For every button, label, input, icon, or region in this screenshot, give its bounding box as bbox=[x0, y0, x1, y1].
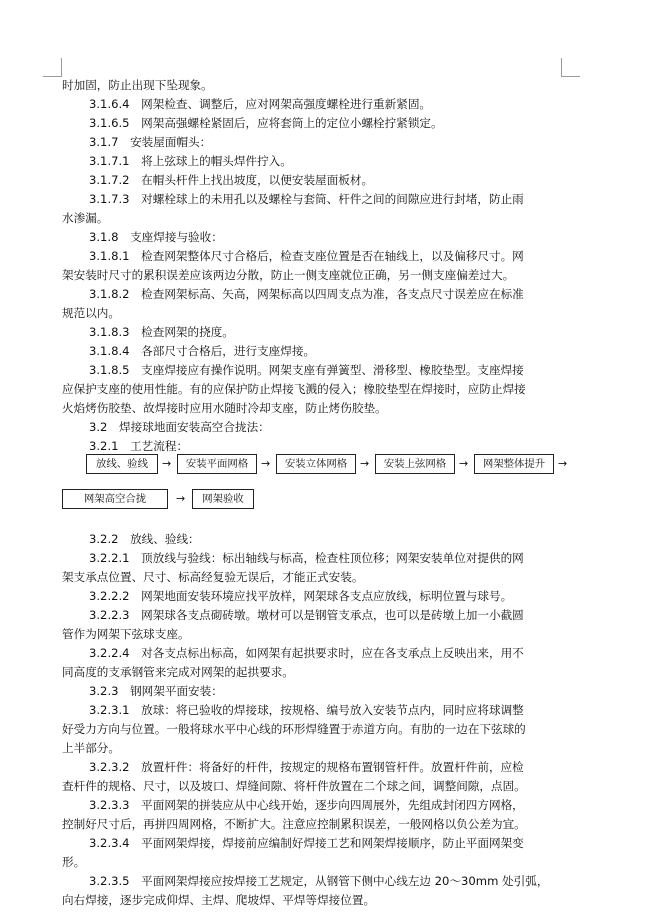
paragraph-line: 3.1.6.4 网架检查、调整后，应对网架高强度螺栓进行重新紧固。 bbox=[89, 97, 432, 111]
flow-step-box: 安装立体网格 bbox=[276, 454, 356, 474]
paragraph-line: 3.1.7.3 对螺栓球上的未用孔以及螺栓与套筒、杆件之间的间隙应进行封堵，防止雨 bbox=[89, 192, 524, 206]
arrow-right-icon: → bbox=[360, 457, 370, 470]
flow-step-box: 安装平面网格 bbox=[177, 454, 257, 474]
flow-step-box: 网架验收 bbox=[192, 489, 254, 509]
section-heading: 3.1.7 安装屋面帽头： bbox=[89, 135, 212, 149]
section-heading: 3.2.1 工艺流程： bbox=[89, 439, 189, 453]
paragraph-line: 3.2.2.4 对各支点标出标高，如网架有起拱要求时，应在各支承点上反映出来，用不 bbox=[89, 646, 524, 660]
flow-step-box: 安装上弦网格 bbox=[375, 454, 455, 474]
paragraph-line: 3.1.8.4 各部尺寸合格后，进行支座焊接。 bbox=[89, 344, 316, 358]
arrow-right-icon: → bbox=[162, 457, 172, 470]
paragraph-line: 上半部分。 bbox=[62, 741, 120, 755]
margin-corner-mark bbox=[561, 58, 580, 77]
paragraph-line: 3.1.8.2 检查网架标高、矢高，网架标高以四周支点为准，各支点尺寸误差应在标准 bbox=[89, 287, 524, 301]
flow-step-box: 网架整体提升 bbox=[474, 454, 554, 474]
paragraph-line: 规范以内。 bbox=[62, 306, 120, 320]
margin-corner-mark bbox=[43, 58, 62, 77]
arrow-right-icon: → bbox=[558, 457, 568, 470]
section-heading: 3.2.3 钢网架平面安装： bbox=[89, 684, 223, 698]
paragraph-line: 3.1.7.1 将上弦球上的帽头焊件拧入。 bbox=[89, 154, 292, 168]
paragraph-line: 水渗漏。 bbox=[62, 211, 109, 225]
paragraph-line: 3.2.3.5 平面网架焊接应按焊接工艺规定，从钢管下侧中心线左边 20～30mm 处引弧， bbox=[89, 874, 549, 888]
section-heading: 3.2 焊接球地面安装高空合拢法： bbox=[89, 420, 270, 434]
paragraph-line: 查杆件的规格、尺寸，以及坡口、焊缝间隙、将杆件放置在二个球之间，调整间隙，点固。 bbox=[62, 779, 526, 793]
paragraph-line: 3.2.2.3 网架球各支点砌砖墩。墩材可以是钢管支承点，也可以是砖墩上加一小截圆 bbox=[89, 608, 524, 622]
paragraph-line: 3.1.8.3 检查网架的挠度。 bbox=[89, 325, 234, 339]
paragraph-line: 应保护支座的使用性能。有的应保护防止焊接飞溅的侵入；橡胶垫型在焊接时，应防止焊接 bbox=[62, 382, 526, 396]
paragraph-line: 3.2.3.4 平面网架焊接，焊接前应编制好焊接工艺和网架焊接顺序，防止平面网架变 bbox=[89, 836, 524, 850]
paragraph-line: 3.2.2.1 顶放线与验线：标出轴线与标高，检查柱顶位移；网架安装单位对提供的网 bbox=[89, 551, 524, 565]
paragraph-line: 管作为网架下弦球支座。 bbox=[62, 627, 190, 641]
paragraph-line: 3.2.3.3 平面网架的拼装应从中心线开始，逐步向四周展外，先组成封闭四方网格， bbox=[89, 798, 524, 812]
paragraph-line: 时加固，防止出现下坠现象。 bbox=[62, 78, 213, 92]
paragraph-line: 形。 bbox=[62, 855, 86, 869]
arrow-right-icon: → bbox=[261, 457, 271, 470]
paragraph-line: 3.1.8.5 支座焊接应有操作说明。网架支座有弹簧型、滑移型、橡胶垫型。支座焊接 bbox=[89, 363, 524, 377]
paragraph-line: 火焰烤伤胶垫、故焊接时应用水随时冷却支座，防止烤伤胶垫。 bbox=[62, 401, 387, 415]
flow-step-box: 网架高空合拢 bbox=[62, 489, 168, 509]
paragraph-line: 向右焊接，逐步完成仰焊、主焊、爬坡焊、平焊等焊接位置。 bbox=[62, 893, 376, 907]
section-heading: 3.2.2 放线、验线： bbox=[89, 532, 200, 546]
paragraph-line: 3.2.2.2 网架地面安装环境应找平放样，网架球各支点应放线，标明位置与球号。 bbox=[89, 589, 513, 603]
paragraph-line: 3.1.8.1 检查网架整体尺寸合格后，检查支座位置是否在轴线上，以及偏移尺寸。网 bbox=[89, 249, 524, 263]
paragraph-line: 3.1.6.5 网架高强螺栓紧固后，应将套筒上的定位小螺栓拧紧锁定。 bbox=[89, 116, 443, 130]
paragraph-line: 同高度的支承钢管来完成对网架的起拱要求。 bbox=[62, 665, 294, 679]
paragraph-line: 好受力方向与位置。一般将球水平中心线的环形焊缝置于赤道方向。有肋的一边在下弦球的 bbox=[62, 722, 526, 736]
section-heading: 3.1.8 支座焊接与验收： bbox=[89, 230, 223, 244]
arrow-right-icon: → bbox=[459, 457, 469, 470]
paragraph-line: 3.2.3.2 放置杆件：将备好的杆件，按规定的规格布置钢管杆件。放置杆件前，应检 bbox=[89, 760, 524, 774]
paragraph-line: 3.1.7.2 在帽头杆件上找出坡度，以便安装屋面板材。 bbox=[89, 173, 374, 187]
arrow-right-icon: → bbox=[176, 492, 186, 505]
paragraph-line: 控制好尺寸后，再拼四周网格，不断扩大。注意应控制累积误差，一般网格以负公差为宜。 bbox=[62, 817, 526, 831]
paragraph-line: 架安装时尺寸的累积误差应该两边分散，防止一侧支座就位正确，另一侧支座偏差过大。 bbox=[62, 268, 515, 282]
flow-step-box: 放线、验线 bbox=[86, 454, 158, 474]
paragraph-line: 架支承点位置、尺寸、标高经复验无误后，才能正式安装。 bbox=[62, 570, 364, 584]
paragraph-line: 3.2.3.1 放球：将已验收的焊接球，按规格、编号放入安装节点内，同时应将球调整 bbox=[89, 703, 524, 717]
